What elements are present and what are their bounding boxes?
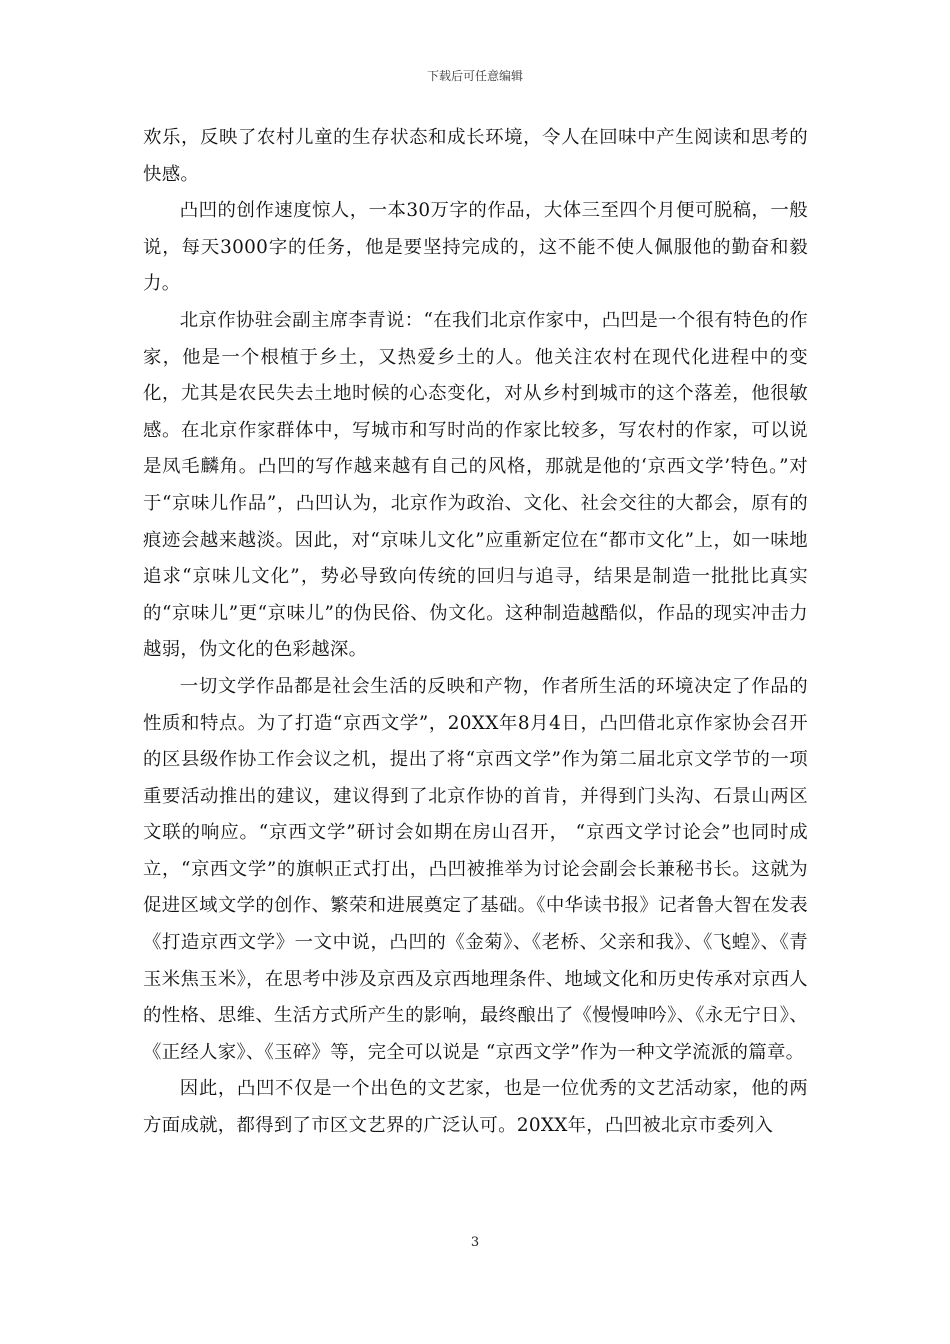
page-header: 下载后可任意编辑 <box>426 69 523 83</box>
paragraph-1: 欢乐，反映了农村儿童的生存状态和成长环境，令人在回味中产生阅读和思考的快感。 <box>143 127 808 185</box>
paragraph-3: 北京作协驻会副主席李青说：“在我们北京作家中，凸凹是一个很有特色的作家，他是一个根植于乡土，又热爱乡土的人。他关注农村在现代化进程中的变化，尤其是农民失去土地时候的心态变化，对从乡村到城市的这个落差，他很敏感。在北京作家群体中，写城市和写时尚的作家比较多，写农村的作家，可以说是凤毛麟角。凸凹的写作越来越有自己的风格，那就是他的‘京西文学’特色。”对于“京味儿作品”，凸凹认为，北京作为政治、文化、社会交往的大都会，原有的痕迹会越来越淡。因此，对“京味儿文化”应重新定位在“都市文化”上，如一味地追求“京味儿文化”，势必导致向传统的回归与追寻，结果是制造一批批比真实的“京味儿”更“京味儿”的伪民俗、伪文化。这种制造越酷似，作品的现实冲击力越弱，伪文化的色彩越深。 <box>143 309 808 661</box>
paragraph-4: 一切文学作品都是社会生活的反映和产物，作者所生活的环境决定了作品的性质和特点。为了打造“京西文学”，20XX年8月4日，凸凹借北京作家协会召开的区县级作协工作会议之机，提出了将“京西文学”作为第二届北京文学节的一项重要活动推出的建议，建议得到了北京作协的首肯，并得到门头沟、石景山两区文联的响应。“京西文学”研讨会如期在房山召开， “京西文学讨论会”也同时成立，“京西文学”的旗帜正式打出，凸凹被推举为讨论会副会长兼秘书长。这就为促进区域文学的创作、繁荣和进展奠定了基础。《中华读书报》记者鲁大智在发表《打造京西文学》一文中说，凸凹的《金菊》、《老桥、父亲和我》、《飞蝗》、《青玉米焦玉米》，在思考中涉及京西及京西地理条件、地域文化和历史传承对京西人的性格、思维、生活方式所产生的影响，最终酿出了《慢慢呻吟》、《永无宁日》、《正经人家》、《玉碎》等，完全可以说是 “京西文学”作为一种文学流派的篇章。 <box>143 675 808 1063</box>
paragraph-5: 因此，凸凹不仅是一个出色的文艺家，也是一位优秀的文艺活动家，他的两方面成就，都得到了市区文艺界的广泛认可。20XX年，凸凹被北京市委列入 <box>143 1078 808 1137</box>
paragraph-2: 凸凹的创作速度惊人，一本30万字的作品，大体三至四个月便可脱稿，一般说，每天3000字的任务，他是要坚持完成的，这不能不使人佩服他的勤奋和毅力。 <box>143 200 808 295</box>
document-body <box>143 120 808 1145</box>
page-number: 3 <box>470 1235 480 1250</box>
